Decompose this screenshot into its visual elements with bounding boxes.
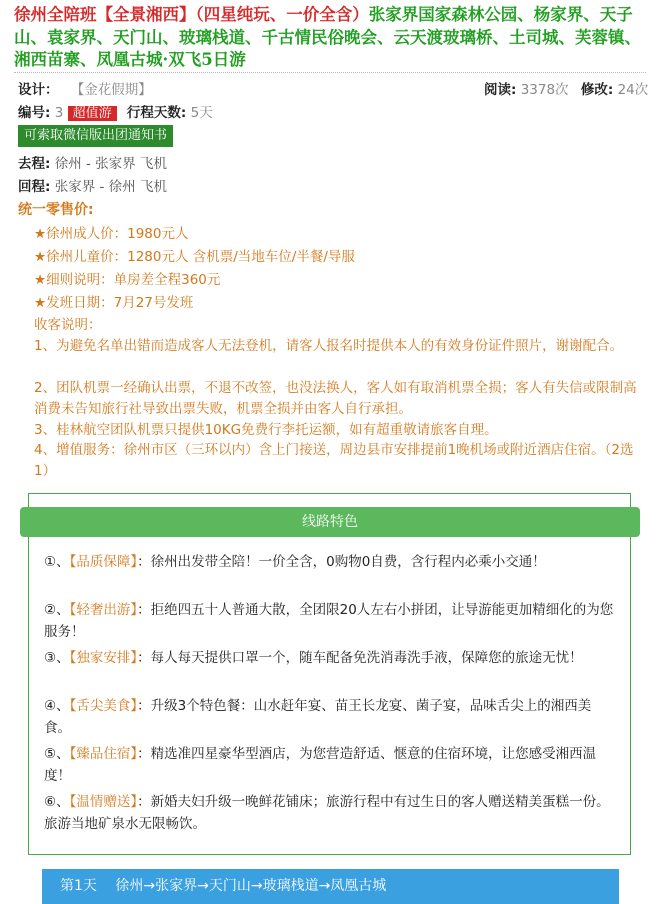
read-label: 阅读: [484,82,517,98]
price-line: ★徐州成人价：1980元人 [34,226,189,242]
feature-text: ：新婚夫妇升级一晚鲜花铺床；旅游行程中有过生日的客人赠送精美蛋糕一份。旅游当地矿泉水无限畅饮。 [44,794,610,832]
design-label: 设计： [18,82,59,98]
feature-text: ：徐州出发带全陪！一价全含，0购物0自费，含行程内必乘小交通！ [137,554,546,570]
feature-text: ：拒绝四五十人普通大散，全团限20人左右小拼团，让导游能更加精细化的为您服务！ [44,602,614,640]
feature-text: ：精选准四星豪华型酒店，为您营造舒适、惬意的住宿环境，让您感受湘西温度！ [44,746,597,784]
notes-title: 收客说明： [34,317,102,333]
return-label: 回程: [18,179,51,195]
return-row [18,175,167,195]
outbound-row [18,152,167,172]
title-highlight: 徐州全陪班【全景湘西】（四星纯玩、一价全含） [14,5,369,24]
note-item: 3、桂林航空团队机票只提供10KG免费行李托运额，如有超重敬请旅客自理。 [34,422,498,438]
price-line: ★徐州儿童价：1280元人 含机票/当地车位/半餐/导服 [34,249,355,265]
price-line: ★细则说明：单房差全程360元 [34,272,221,288]
design-value: 【金花假期】 [70,82,152,98]
feature-num: ⑥、 [44,794,70,810]
feature-text: ：升级3个特色餐：山水赶年宴、苗王长龙宴、菌子宴，品味舌尖上的湘西美食。 [44,698,592,736]
feature-tag: 【轻奢出游】 [69,602,138,618]
stats [484,78,648,98]
divider [14,72,646,73]
day1-header[interactable] [42,869,619,904]
note-item: 4、增值服务：徐州市区（三环以内）含上门接送，周边县市安排提前1晚机场或附近酒店住宿。（2选1） [34,442,634,479]
code-value: 3 [54,105,64,121]
wechat-notice-button[interactable]: 可索取微信版出团通知书 [18,125,173,147]
price-line: ★发班日期：7月27号发班 [34,295,194,311]
title-attractions: 张家界国家森林公园、杨家界、天子山、袁家界、天门山、玻璃栈道、千古情民俗晚会、云天渡玻璃桥、土司城、芙蓉镇、湘西苗寨、凤凰古城·双飞5日游 [14,5,641,69]
modify-label: 修改: [580,82,614,98]
return-value: 张家界 - 徐州 飞机 [54,179,167,195]
feature-item [44,695,618,739]
feature-num: ③、 [44,650,70,666]
feature-item [44,599,618,643]
value-badge: 超值游 [68,106,117,121]
feature-text: ：每人每天提供口罩一个，随车配备免洗消毒洗手液，保障您的旅途无忧！ [137,650,583,666]
price-title: 统一零售价: [18,202,94,218]
note-item: 1、为避免名单出错而造成客人无法登机，请客人报名时提供本人的有效身份证件照片，谢谢配合。 [34,338,624,354]
read-count: 3378次 [520,82,569,98]
code-row [18,101,213,121]
features-header: 线路特色 [20,507,640,537]
feature-tag: 【臻品住宿】 [69,746,138,762]
design-row [18,78,152,98]
days-label: 行程天数: [126,105,187,121]
feature-item [44,647,618,669]
feature-tag: 【品质保障】 [69,554,138,570]
feature-num: ②、 [44,602,70,618]
feature-tag: 【温情赠送】 [69,794,138,810]
feature-item [44,791,618,835]
feature-item [44,551,618,573]
feature-num: ⑤、 [44,746,70,762]
day-route: 徐州→张家界→天门山→玻璃栈道→凤凰古城 [115,878,387,894]
outbound-label: 去程: [18,156,51,172]
days-value: 5天 [190,105,213,121]
feature-tag: 【舌尖美食】 [69,698,138,714]
feature-tag: 【独家安排】 [69,650,138,666]
page-title [14,4,650,72]
outbound-value: 徐州 - 张家界 飞机 [54,156,167,172]
feature-item [44,743,618,787]
feature-num: ①、 [44,554,70,570]
note-item: 2、团队机票一经确认出票，不退不改签，也没法换人，客人如有取消机票全损；客人有失信或限制高消费未告知旅行社导致出票失败，机票全损并由客人自行承担。 [34,380,637,417]
day-label: 第1天 [60,878,97,894]
feature-num: ④、 [44,698,70,714]
modify-count: 24次 [617,82,649,98]
code-label: 编号: [18,105,51,121]
